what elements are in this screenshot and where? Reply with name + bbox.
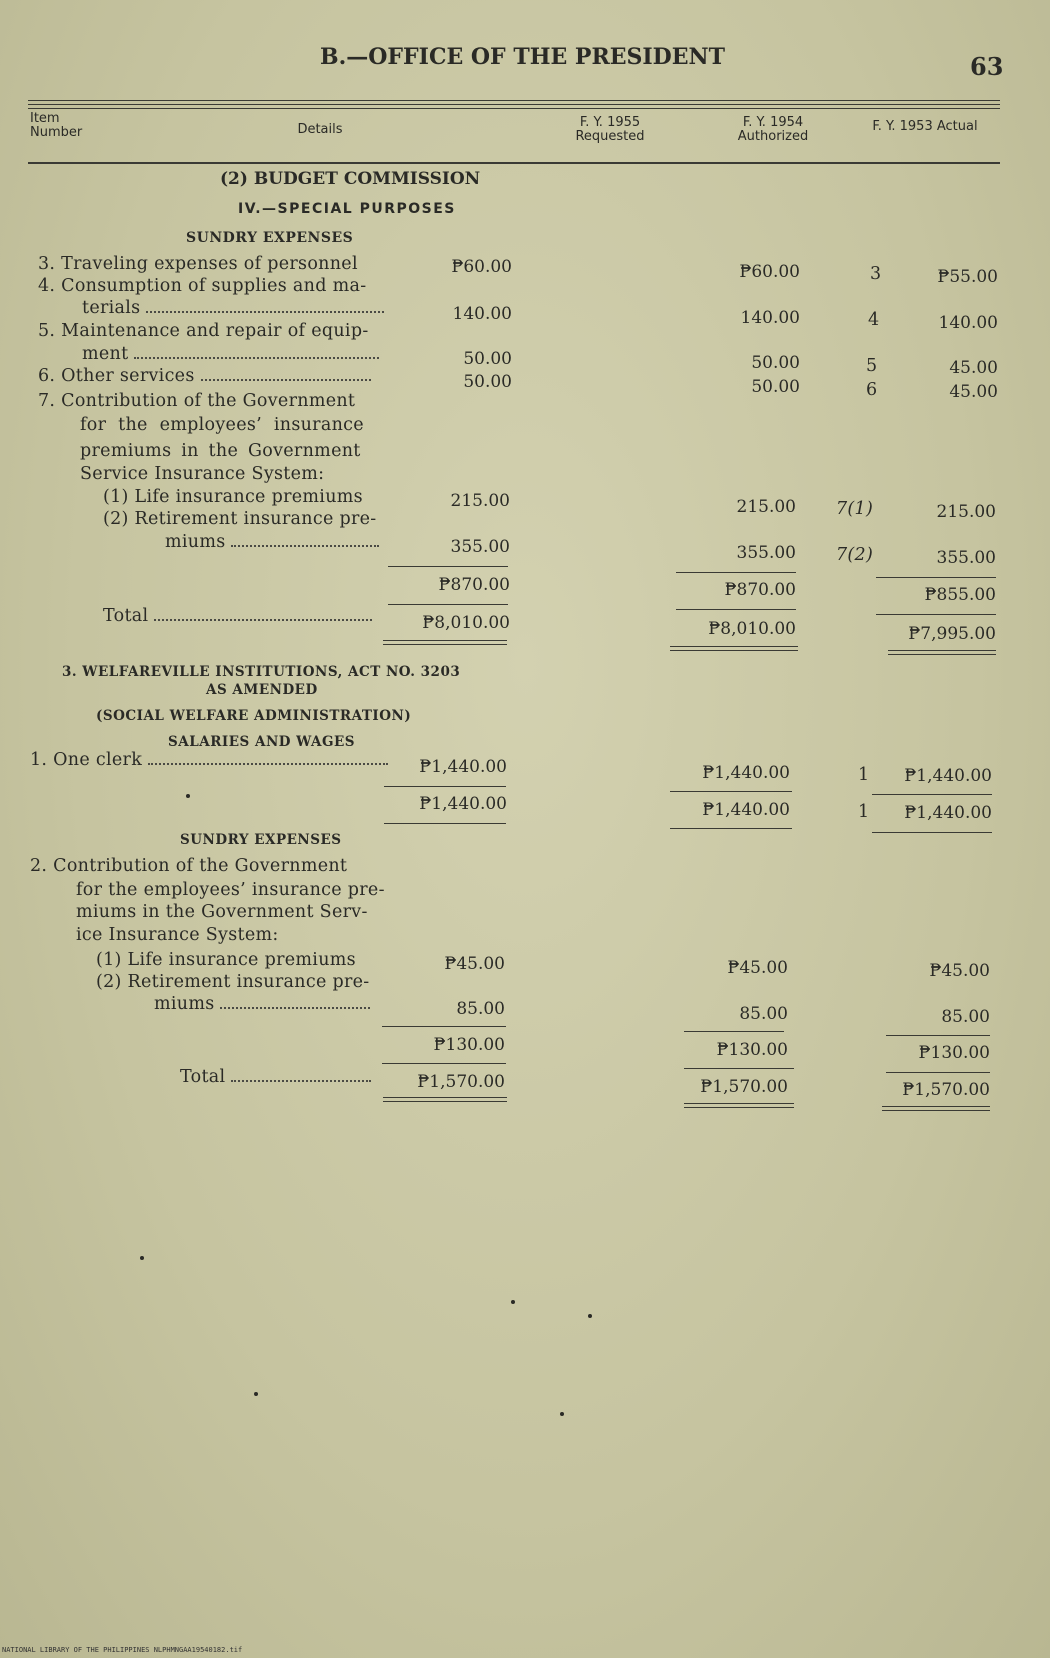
item-6-label: 6. Other services [38,366,371,386]
welfare-item-2-2-act: 85.00 [941,1007,990,1027]
welfare-item-2-line-3: miums in the Government Serv- [76,902,368,922]
welfare-subtotal-1-auth: ₱1,440.00 [702,800,790,820]
item-6-auth: 50.00 [751,377,800,397]
total-1-auth: ₱8,010.00 [708,619,796,639]
item-7-1-auth: 215.00 [736,497,796,517]
total-dbl-rule-req [383,640,507,645]
item-5-label-2: ment [82,344,379,364]
item-7-2-req: 355.00 [450,537,510,557]
welfare-item-1-no: 1 [858,765,870,785]
paper-speck [254,1392,258,1396]
item-7-2-no: 7(2) [836,545,874,565]
total-1-req: ₱8,010.00 [422,613,510,633]
welfare-item-2-line-2: for the employees’ insurance pre- [76,880,385,900]
welfare-sub-rule-act [872,794,992,795]
welfare-item-2-1-label: (1) Life insurance premiums [96,950,356,970]
col-header-fy1954: F. Y. 1954 Authorized [737,115,809,144]
welfare-total-dbl-rule-req [383,1097,507,1102]
welfare-item-2-2-auth: 85.00 [739,1004,788,1024]
total-1-act: ₱7,995.00 [908,624,996,644]
item-3-auth: ₱60.00 [739,262,800,282]
total-rule-req [388,604,508,605]
subtotal-1-req: ₱870.00 [438,575,510,595]
section-heading-sundry-2: SUNDRY EXPENSES [180,832,342,848]
item-7-line-1: 7. Contribution of the Government [38,391,356,411]
header-rule-top-2 [28,104,1000,105]
item-4-label-1: 4. Consumption of supplies and ma- [38,276,367,296]
page-title: B.—OFFICE OF THE PRESIDENT [320,44,726,70]
header-rule-top [28,100,1000,101]
page-number: 63 [970,52,1004,81]
item-3-req: ₱60.00 [451,257,512,277]
welfare-sub2-rule-auth [684,1031,784,1032]
item-6-no: 6 [866,380,878,400]
col-header-fy1953: F. Y. 1953 Actual [872,119,978,134]
header-rule-top-3 [28,108,1000,109]
section-title-welfareville-1: 3. WELFAREVILLE INSTITUTIONS, ACT NO. 3203 [62,664,461,680]
welfare-item-2-2-label-1: (2) Retirement insurance pre- [96,972,370,992]
item-3-label: 3. Traveling expenses of personnel [38,254,358,274]
total-rule-act [876,614,996,615]
total-1-label: Total [103,606,372,626]
welfare-subtotal-2-act: ₱130.00 [918,1043,990,1063]
total-rule-auth [676,609,796,610]
item-5-label-1: 5. Maintenance and repair of equip- [38,321,369,341]
item-7-line-2: for the employees’ insurance [80,415,364,435]
welfare-total-rule-req [382,1063,506,1064]
item-7-1-label: (1) Life insurance premiums [103,487,363,507]
header-rule-bottom [28,162,1000,164]
section-title-budget-commission: (2) BUDGET COMMISSION [220,169,481,189]
welfare-total-dbl-rule-act [882,1106,990,1111]
welfare-item-2-1-req: ₱45.00 [444,954,505,974]
section-heading-sundry: SUNDRY EXPENSES [186,230,354,246]
paper-speck [560,1412,564,1416]
item-5-no: 5 [866,356,878,376]
item-7-2-label-1: (2) Retirement insurance pre- [103,509,377,529]
section-title-welfareville-3: (SOCIAL WELFARE ADMINISTRATION) [96,708,412,724]
item-3-act: ₱55.00 [937,267,998,287]
welfare-item-1-auth: ₱1,440.00 [702,763,790,783]
item-7-1-no: 7(1) [836,499,874,519]
welfare-sub-rule-req [384,786,506,787]
paper-speck [588,1314,592,1318]
item-4-no: 4 [868,310,880,330]
item-5-req: 50.00 [463,349,512,369]
welfare-sub2-rule-req [382,1026,506,1027]
col-header-details: Details [297,122,343,137]
subtotal-rule-act [876,577,996,578]
item-5-act: 45.00 [949,358,998,378]
welfare-item-1-req: ₱1,440.00 [419,757,507,777]
item-7-2-act: 355.00 [936,548,996,568]
section-subtitle-special-purposes: IV.—SPECIAL PURPOSES [238,201,456,217]
welfare-sub-rule-2-req [384,823,506,824]
section-heading-salaries: SALARIES AND WAGES [168,734,356,750]
item-6-req: 50.00 [463,372,512,392]
paper-speck [140,1256,144,1260]
welfare-subtotal-2-auth: ₱130.00 [716,1040,788,1060]
subtotal-1-act: ₱855.00 [924,585,996,605]
welfare-item-2-2-req: 85.00 [456,999,505,1019]
welfare-total-req: ₱1,570.00 [417,1072,505,1092]
welfare-subtotal-2-req: ₱130.00 [433,1035,505,1055]
welfare-subtotal-1-no: 1 [858,802,870,822]
subtotal-rule-req [388,566,508,567]
welfare-item-2-line-1: 2. Contribution of the Government [30,856,348,876]
welfare-item-2-line-4: ice Insurance System: [76,925,279,945]
item-4-auth: 140.00 [740,308,800,328]
paper-speck [511,1300,515,1304]
section-title-welfareville-2: AS AMENDED [206,682,318,698]
welfare-total-rule-act [886,1072,990,1073]
paper-speck [186,794,190,798]
item-3-no: 3 [870,264,882,284]
item-4-act: 140.00 [938,313,998,333]
welfare-sub-rule-2-auth [670,828,792,829]
welfare-item-1-act: ₱1,440.00 [904,766,992,786]
welfare-total-rule-auth [684,1068,794,1069]
footer-source-note: NATIONAL LIBRARY OF THE PHILIPPINES NLPHMNGAA19540182.tif [2,1646,243,1654]
welfare-sub-rule-2-act [872,832,992,833]
col-header-item-number: Item Number [30,111,83,140]
subtotal-rule-auth [676,572,796,573]
item-7-1-req: 215.00 [450,491,510,511]
item-6-act: 45.00 [949,382,998,402]
total-dbl-rule-auth [670,646,798,651]
item-7-1-act: 215.00 [936,502,996,522]
welfare-subtotal-1-act: ₱1,440.00 [904,803,992,823]
welfare-sub2-rule-act [886,1035,990,1036]
welfare-total-act: ₱1,570.00 [902,1080,990,1100]
welfare-sub-rule-auth [670,791,792,792]
col-header-fy1955: F. Y. 1955 Requested [575,115,645,144]
item-5-auth: 50.00 [751,353,800,373]
welfare-item-2-1-auth: ₱45.00 [727,958,788,978]
welfare-item-2-2-label-2: miums [154,994,370,1014]
item-7-2-label-2: miums [165,532,379,552]
total-dbl-rule-act [888,650,996,655]
welfare-total-dbl-rule-auth [684,1103,794,1108]
item-7-2-auth: 355.00 [736,543,796,563]
welfare-subtotal-1-req: ₱1,440.00 [419,794,507,814]
item-4-label-2: terials [82,298,384,318]
item-4-req: 140.00 [452,304,512,324]
welfare-total-auth: ₱1,570.00 [700,1077,788,1097]
welfare-item-1-label: 1. One clerk [30,750,388,770]
item-7-line-4: Service Insurance System: [80,464,325,484]
item-7-line-3: premiums in the Government [80,441,361,461]
welfare-total-label: Total [180,1067,371,1087]
welfare-item-2-1-act: ₱45.00 [929,961,990,981]
subtotal-1-auth: ₱870.00 [724,580,796,600]
